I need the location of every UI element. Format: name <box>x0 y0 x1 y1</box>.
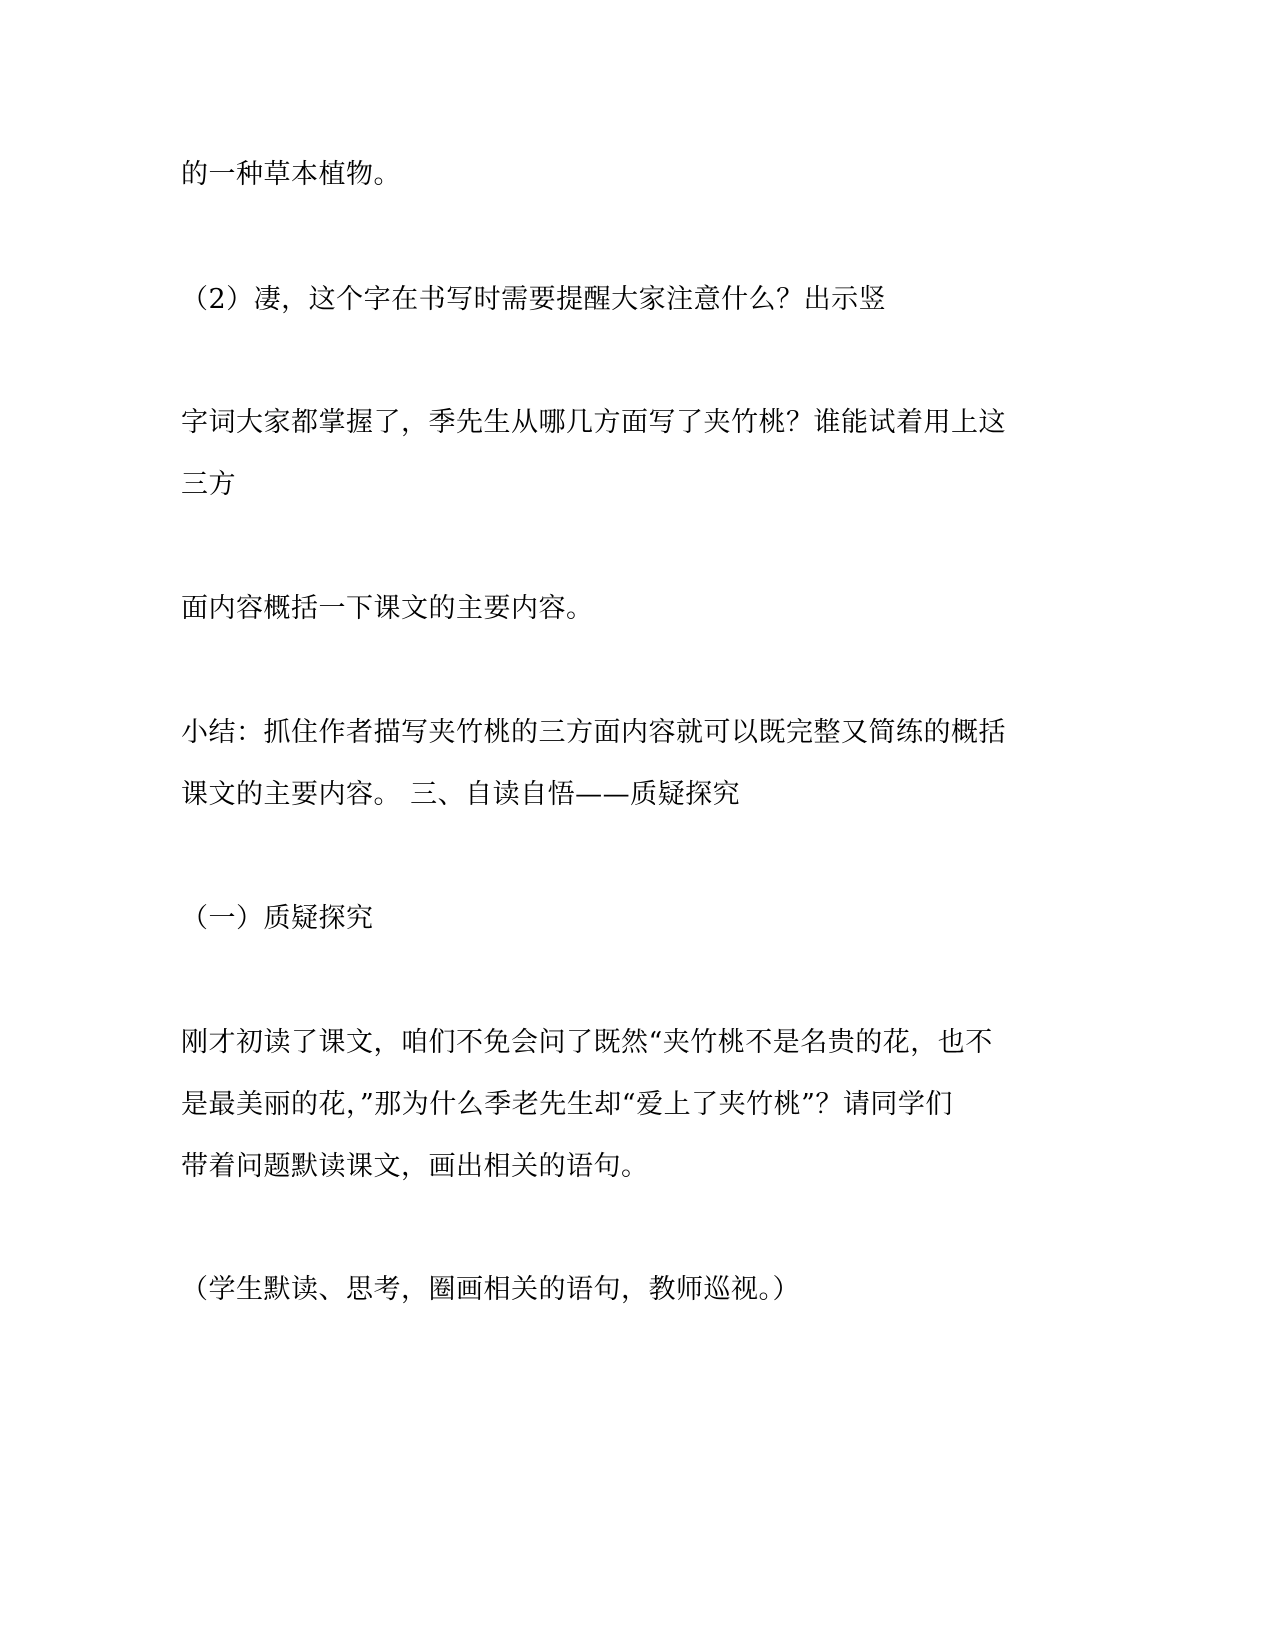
text-line: 小结：抓住作者描写夹竹桃的三方面内容就可以既完整又简练的概括 <box>181 717 1006 748</box>
text-line: 带着问题默读课文，画出相关的语句。 <box>181 1151 649 1182</box>
text-line: 课文的主要内容。 三、自读自悟——质疑探究 <box>181 779 741 810</box>
text-line: 面内容概括一下课文的主要内容。 <box>181 593 594 624</box>
text-line: 刚才初读了课文，咱们不免会问了既然“夹竹桃不是名贵的花，也不 <box>181 1027 993 1058</box>
text-line: 的一种草本植物。 <box>181 159 401 190</box>
text-line: 字词大家都掌握了，季先生从哪几方面写了夹竹桃？谁能试着用上这 <box>181 407 1006 438</box>
section-heading: （一）质疑探究 <box>181 903 374 934</box>
text-line: （2）凄，这个字在书写时需要提醒大家注意什么？出示竖 <box>181 284 887 315</box>
text-line: （学生默读、思考，圈画相关的语句，教师巡视。） <box>181 1274 800 1305</box>
text-line: 是最美丽的花，”那为什么季老先生却“爱上了夹竹桃”？请同学们 <box>181 1089 953 1120</box>
text-line: 三方 <box>181 469 236 500</box>
